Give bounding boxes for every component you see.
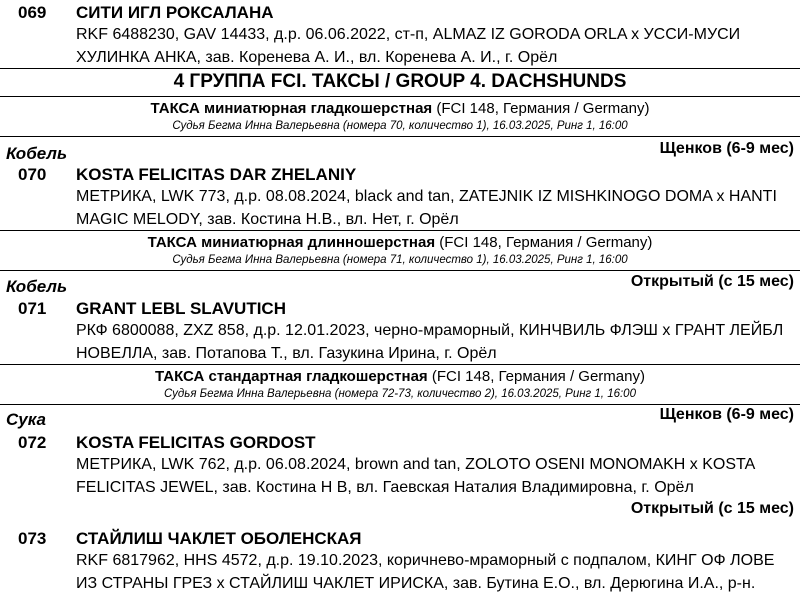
divider	[0, 364, 800, 365]
breed-heading	[0, 100, 800, 117]
breed-heading	[0, 368, 800, 385]
entry-details: МЕТРИКА, LWK 762, д.р. 06.08.2024, brown and tan, ZOLOTO OSENI MONOMAKH x KOSTA	[76, 456, 756, 473]
entry-number: 071	[18, 299, 47, 318]
entry-number: 070	[18, 165, 47, 184]
breed-origin: (FCI 148, Германия / Germany)	[427, 368, 645, 385]
entry-number: 073	[18, 529, 47, 548]
sex-label: Кобель	[6, 144, 68, 163]
divider	[0, 68, 800, 69]
divider	[0, 136, 800, 137]
entry-details: MAGIC MELODY, зав. Костина Н.В., вл. Нет, г. Орёл	[76, 211, 459, 228]
entry-details: RKF 6488230, GAV 14433, д.р. 06.06.2022, ст-п, ALMAZ IZ GORODA ORLA x УССИ-МУСИ	[76, 26, 741, 43]
breed-name: ТАКСА миниатюрная длинношерстная	[147, 234, 436, 251]
divider	[0, 96, 800, 97]
sex-label: Кобель	[6, 277, 68, 296]
group-title: 4 ГРУППА FCI. ТАКСЫ / GROUP 4. DACHSHUNDS	[173, 71, 627, 92]
judge-info: Судья Бегма Инна Валерьевна (номера 70, количество 1), 16.03.2025, Ринг 1, 16:00	[172, 120, 628, 132]
dog-name: KOSTA FELICITAS GORDOST	[76, 433, 316, 452]
divider	[0, 230, 800, 231]
class-label: Открытый (с 15 мес)	[630, 273, 794, 290]
breed-name: ТАКСА стандартная гладкошерстная	[155, 368, 428, 385]
judge-info: Судья Бегма Инна Валерьевна (номера 72-73, количество 2), 16.03.2025, Ринг 1, 16:00	[164, 388, 636, 400]
entry-details: МЕТРИКА, LWK 773, д.р. 08.08.2024, black and tan, ZATEJNIK IZ MISHKINOGO DOMA x HANTI	[76, 188, 777, 205]
entry-details: ИЗ СТРАНЫ ГРЕЗ х СТАЙЛИШ ЧАКЛЕТ ИРИСКА, зав. Бутина Е.О., вл. Дерюгина И.А., р-н.	[76, 575, 756, 592]
entry-number: 069	[18, 3, 47, 22]
judge-info: Судья Бегма Инна Валерьевна (номера 71, количество 1), 16.03.2025, Ринг 1, 16:00	[172, 254, 628, 266]
divider	[0, 404, 800, 405]
dog-name: KOSTA FELICITAS DAR ZHELANIY	[76, 165, 357, 184]
breed-origin: (FCI 148, Германия / Germany)	[435, 234, 653, 251]
class-label: Щенков (6-9 мес)	[659, 406, 794, 423]
class-label: Щенков (6-9 мес)	[659, 140, 794, 157]
dog-name: GRANT LEBL SLAVUTICH	[76, 299, 286, 318]
divider	[0, 270, 800, 271]
sex-label: Сука	[6, 410, 47, 429]
entry-details: ХУЛИНКА АНКА, зав. Коренева А. И., вл. Коренева А. И., г. Орёл	[76, 49, 558, 66]
entry-details: РКФ 6800088, ZXZ 858, д.р. 12.01.2023, черно-мраморный, КИНЧВИЛЬ ФЛЭШ х ГРАНТ ЛЕЙБЛ	[76, 322, 784, 339]
class-label: Открытый (с 15 мес)	[630, 500, 794, 517]
breed-origin: (FCI 148, Германия / Germany)	[432, 100, 650, 117]
dog-name: СТАЙЛИШ ЧАКЛЕТ ОБОЛЕНСКАЯ	[76, 529, 362, 548]
breed-name: ТАКСА миниатюрная гладкошерстная	[150, 100, 433, 117]
dog-name: СИТИ ИГЛ РОКСАЛАНА	[76, 3, 274, 22]
entry-details: RKF 6817962, HHS 4572, д.р. 19.10.2023, коричнево-мраморный с подпалом, КИНГ ОФ ЛОВЕ	[76, 552, 775, 569]
entry-details: FELICITAS JEWEL, зав. Костина Н В, вл. Гаевская Наталия Владимировна, г. Орёл	[76, 479, 694, 496]
entry-details: НОВЕЛЛА, зав. Потапова Т., вл. Газукина Ирина, г. Орёл	[76, 345, 497, 362]
entry-number: 072	[18, 433, 47, 452]
breed-heading	[0, 234, 800, 251]
